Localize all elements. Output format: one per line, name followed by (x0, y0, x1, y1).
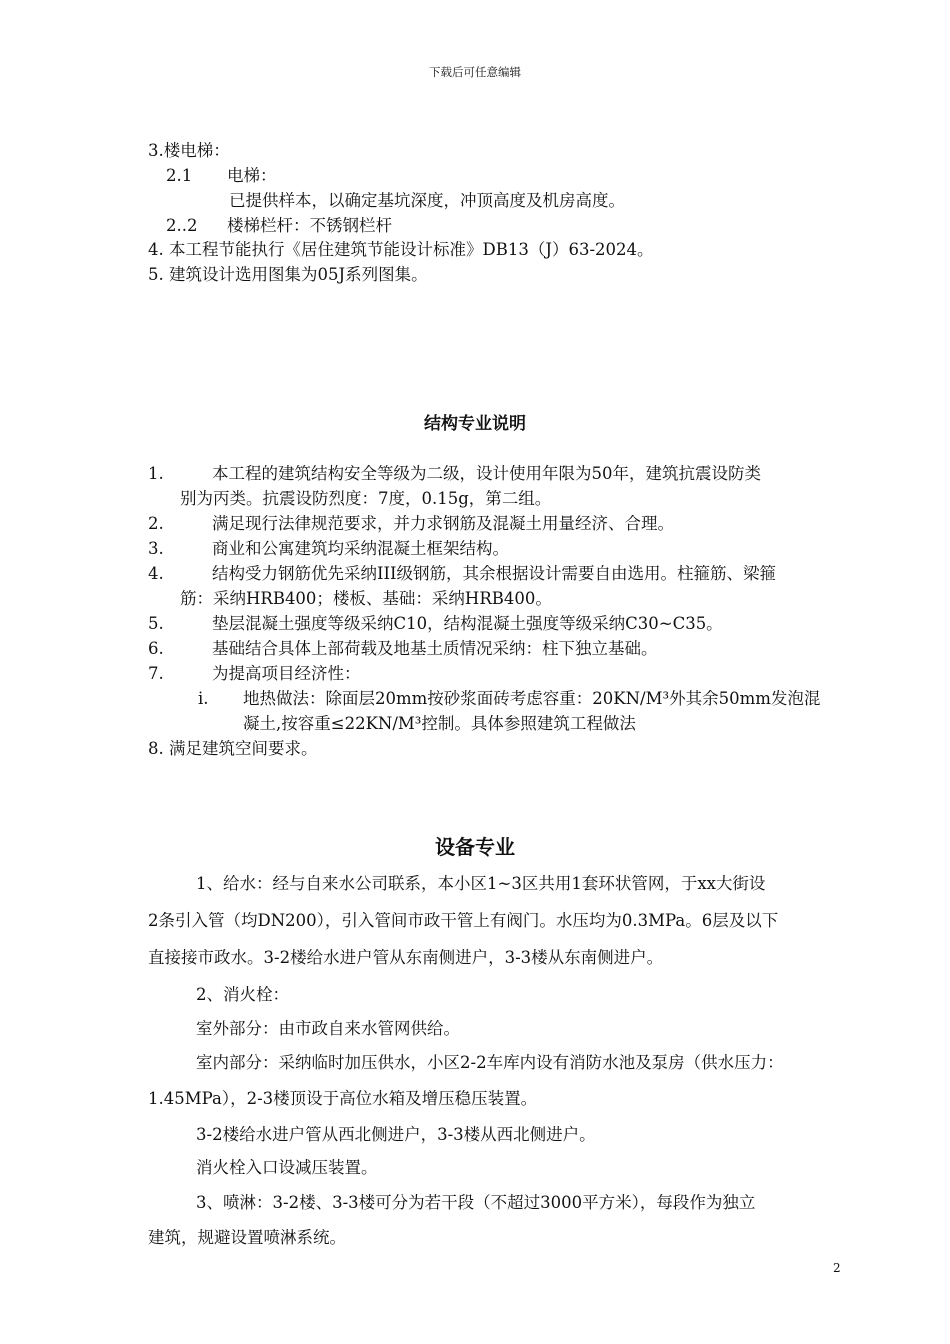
page-header: 下载后可任意编辑 (429, 65, 521, 79)
arch-sub2-number: 2..2 (166, 216, 198, 235)
equip-p1-line3: 直接接市政水。3-2楼给水进户管从东南侧进户，3-3楼从东南侧进户。 (148, 948, 664, 967)
arch-sub1-number: 2.1 (166, 166, 193, 185)
struct-item-8: 8. 满足建筑空间要求。 (148, 739, 318, 758)
struct-item-1-number: 1. (148, 464, 164, 483)
struct-item-3-text: 商业和公寓建筑均采纳混凝土框架结构。 (212, 539, 509, 558)
arch-item-5: 5. 建筑设计选用图集为05J系列图集。 (148, 265, 428, 284)
struct-item-1-line2: 别为丙类。抗震设防烈度：7度，0.15g，第二组。 (180, 489, 552, 508)
equipment-section-title: 设备专业 (435, 835, 515, 859)
struct-item-4-line1: 结构受力钢筋优先采纳III级钢筋，其余根据设计需要自由选用。柱箍筋、梁箍 (212, 564, 777, 583)
struct-item-2-text: 满足现行法律规范要求，并力求钢筋及混凝土用量经济、合理。 (212, 514, 674, 533)
struct-item-4-number: 4. (148, 564, 164, 583)
struct-sub-i-line2: 凝土,按容重≤22KN/M³控制。具体参照建筑工程做法 (243, 714, 636, 733)
struct-item-7-number: 7. (148, 664, 164, 683)
arch-sub1-label: 电梯： (227, 166, 277, 185)
equip-p7-line2: 建筑，规避设置喷淋系统。 (148, 1228, 346, 1247)
equip-p4-line2: 1.45MPa），2-3楼顶设于高位水箱及增压稳压装置。 (148, 1089, 538, 1108)
equip-p4-line1: 室内部分：采纳临时加压供水，小区2-2车库内设有消防水池及泵房（供水压力： (196, 1053, 784, 1072)
equip-p7-line1: 3、喷淋：3-2楼、3-3楼可分为若干段（不超过3000平方米），每段作为独立 (196, 1193, 756, 1212)
struct-sub-i-number: i. (198, 689, 209, 708)
equip-p3: 室外部分：由市政自来水管网供给。 (196, 1019, 460, 1038)
arch-item-4: 4. 本工程节能执行《居住建筑节能设计标准》DB13（J）63-2024。 (148, 240, 654, 259)
struct-item-5-number: 5. (148, 614, 164, 633)
struct-item-6-number: 6. (148, 639, 164, 658)
equip-p2: 2、消火栓： (196, 985, 289, 1004)
struct-item-3-number: 3. (148, 539, 164, 558)
struct-item-2-number: 2. (148, 514, 164, 533)
struct-item-6-text: 基础结合具体上部荷载及地基土质情况采纳：柱下独立基础。 (212, 639, 658, 658)
arch-sub1-text: 已提供样本，以确定基坑深度，冲顶高度及机房高度。 (229, 191, 625, 210)
struct-item-7-text: 为提高项目经济性： (212, 664, 361, 683)
struct-sub-i-line1: 地热做法：除面层20mm按砂浆面砖考虑容重：20KN/M³外其余50mm发泡混 (243, 689, 821, 708)
structure-section-title: 结构专业说明 (424, 414, 526, 434)
equip-p5: 3-2楼给水进户管从西北侧进户，3-3楼从西北侧进户。 (196, 1125, 596, 1144)
equip-p1-line1: 1、给水：经与自来水公司联系，本小区1~3区共用1套环状管网，于xx大街设 (196, 874, 766, 893)
equip-p1-line2: 2条引入管（均DN200），引入管间市政干管上有阀门。水压均为0.3MPa。6层及以下 (148, 911, 779, 930)
arch-item-3: 3.楼电梯： (148, 141, 230, 160)
struct-item-4-line2: 筋：采纳HRB400；楼板、基础：采纳HRB400。 (180, 589, 552, 608)
arch-sub2-text: 楼梯栏杆：不锈钢栏杆 (227, 216, 392, 235)
page-number: 2 (833, 1261, 841, 1275)
equip-p6: 消火栓入口设减压装置。 (196, 1158, 378, 1177)
struct-item-5-text: 垫层混凝土强度等级采纳C10，结构混凝土强度等级采纳C30~C35。 (212, 614, 723, 633)
struct-item-1-line1: 本工程的建筑结构安全等级为二级，设计使用年限为50年，建筑抗震设防类 (212, 464, 761, 483)
